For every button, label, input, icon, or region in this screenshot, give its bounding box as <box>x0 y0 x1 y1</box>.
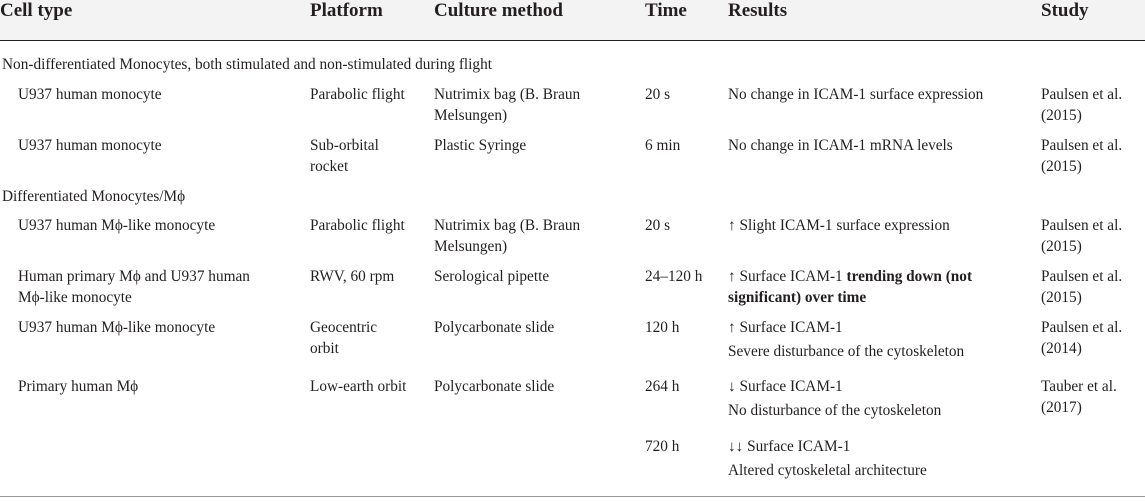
culture-line: Melsungen) <box>434 107 508 124</box>
cell-type-line: Human primary Mϕ and U937 human <box>18 268 250 285</box>
results-line: ↓ Surface ICAM-1 <box>728 378 843 395</box>
table-row-platform: Low-earth orbit <box>310 378 407 395</box>
table-row-cell-type: Primary human Mϕ <box>18 378 139 395</box>
table-row-culture: Serological pipette <box>434 268 550 285</box>
platform-line: Geocentric <box>310 319 378 336</box>
results-line: Altered cytoskeletal architecture <box>728 462 927 479</box>
table-row-time: 24–120 h <box>645 268 703 285</box>
table-row-study <box>1041 376 1145 418</box>
table-row-platform: RWV, 60 rpm <box>310 268 395 285</box>
header-culture-method: Culture method <box>434 0 563 21</box>
table-row-results: No change in ICAM-1 mRNA levels <box>728 137 953 154</box>
table-row-culture: Polycarbonate slide <box>434 319 555 336</box>
results-line <box>728 287 1028 308</box>
results-text: ↑ Surface ICAM-1 <box>728 268 847 285</box>
header-study: Study <box>1041 0 1089 21</box>
table-row-time: 720 h <box>645 438 680 455</box>
table-row-time: 264 h <box>645 378 680 395</box>
results-line: No disturbance of the cytoskeleton <box>728 402 942 419</box>
culture-line: Nutrimix bag (B. Braun <box>434 217 581 234</box>
study-line: (2015) <box>1041 238 1082 255</box>
study-line: Tauber et al. <box>1041 378 1117 395</box>
culture-line: Nutrimix bag (B. Braun <box>434 86 581 103</box>
table-row-study <box>1041 215 1145 257</box>
study-line: Paulsen et al. <box>1041 217 1123 234</box>
header-time: Time <box>645 0 687 21</box>
study-line: (2015) <box>1041 289 1082 306</box>
table-row-time: 20 s <box>645 217 671 234</box>
group-title: Non-differentiated Monocytes, both stimulated and non-stimulated during flight <box>2 56 492 73</box>
results-emphasis: trending down (not <box>846 268 973 285</box>
study-line: Paulsen et al. <box>1041 268 1123 285</box>
table-row-cell-type: U937 human Mϕ-like monocyte <box>18 319 216 336</box>
results-emphasis: significant) over time <box>728 289 867 306</box>
table-row-results <box>728 436 1028 481</box>
table-row-time: 120 h <box>645 319 680 336</box>
table-row-study <box>1041 135 1145 177</box>
table-row-culture: Plastic Syringe <box>434 137 527 154</box>
table-row-study <box>1041 317 1145 359</box>
table-row-cell-type: U937 human monocyte <box>18 86 162 103</box>
study-line: (2017) <box>1041 399 1082 416</box>
table-row-culture <box>434 215 634 257</box>
table-row-results <box>728 266 1028 308</box>
table-row-results <box>728 317 1028 362</box>
table-row-cell-type <box>18 266 298 308</box>
cell-type-line: Mϕ-like monocyte <box>18 289 132 306</box>
table-row-results: No change in ICAM-1 surface expression <box>728 86 984 103</box>
study-line: (2014) <box>1041 340 1082 357</box>
group-title: Differentiated Monocytes/Mϕ <box>2 188 186 205</box>
table-row-platform: Parabolic flight <box>310 86 405 103</box>
header-results: Results <box>728 0 788 21</box>
results-line <box>728 266 1028 287</box>
results-line: ↓↓ Surface ICAM-1 <box>728 438 851 455</box>
table-row-results: ↑ Slight ICAM-1 surface expression <box>728 217 950 234</box>
study-line: (2015) <box>1041 158 1082 175</box>
table-row-study <box>1041 84 1145 126</box>
table-row-time: 20 s <box>645 86 671 103</box>
header-platform: Platform <box>310 0 383 21</box>
table-row-platform: Parabolic flight <box>310 217 405 234</box>
table-bottom-rule <box>0 496 1145 497</box>
study-line: Paulsen et al. <box>1041 137 1123 154</box>
header-cell-type: Cell type <box>0 0 73 21</box>
study-line: (2015) <box>1041 107 1082 124</box>
culture-line: Melsungen) <box>434 238 508 255</box>
results-line: ↑ Surface ICAM-1 <box>728 319 843 336</box>
platform-line: Sub-orbital <box>310 137 379 154</box>
table-row-study <box>1041 266 1145 308</box>
study-line: Paulsen et al. <box>1041 319 1123 336</box>
results-line: Severe disturbance of the cytoskeleton <box>728 343 965 360</box>
table-row-culture: Polycarbonate slide <box>434 378 555 395</box>
table-row-cell-type: U937 human monocyte <box>18 137 162 154</box>
table-row-cell-type: U937 human Mϕ-like monocyte <box>18 217 216 234</box>
table-row-results <box>728 376 1028 421</box>
platform-line: orbit <box>310 340 339 357</box>
header-rule <box>0 40 1145 41</box>
table-row-platform <box>310 135 425 177</box>
study-line: Paulsen et al. <box>1041 86 1123 103</box>
table-header <box>0 0 1145 40</box>
table-row-culture <box>434 84 634 126</box>
table-row-time: 6 min <box>645 137 681 154</box>
table-row-platform <box>310 317 425 359</box>
platform-line: rocket <box>310 158 349 175</box>
